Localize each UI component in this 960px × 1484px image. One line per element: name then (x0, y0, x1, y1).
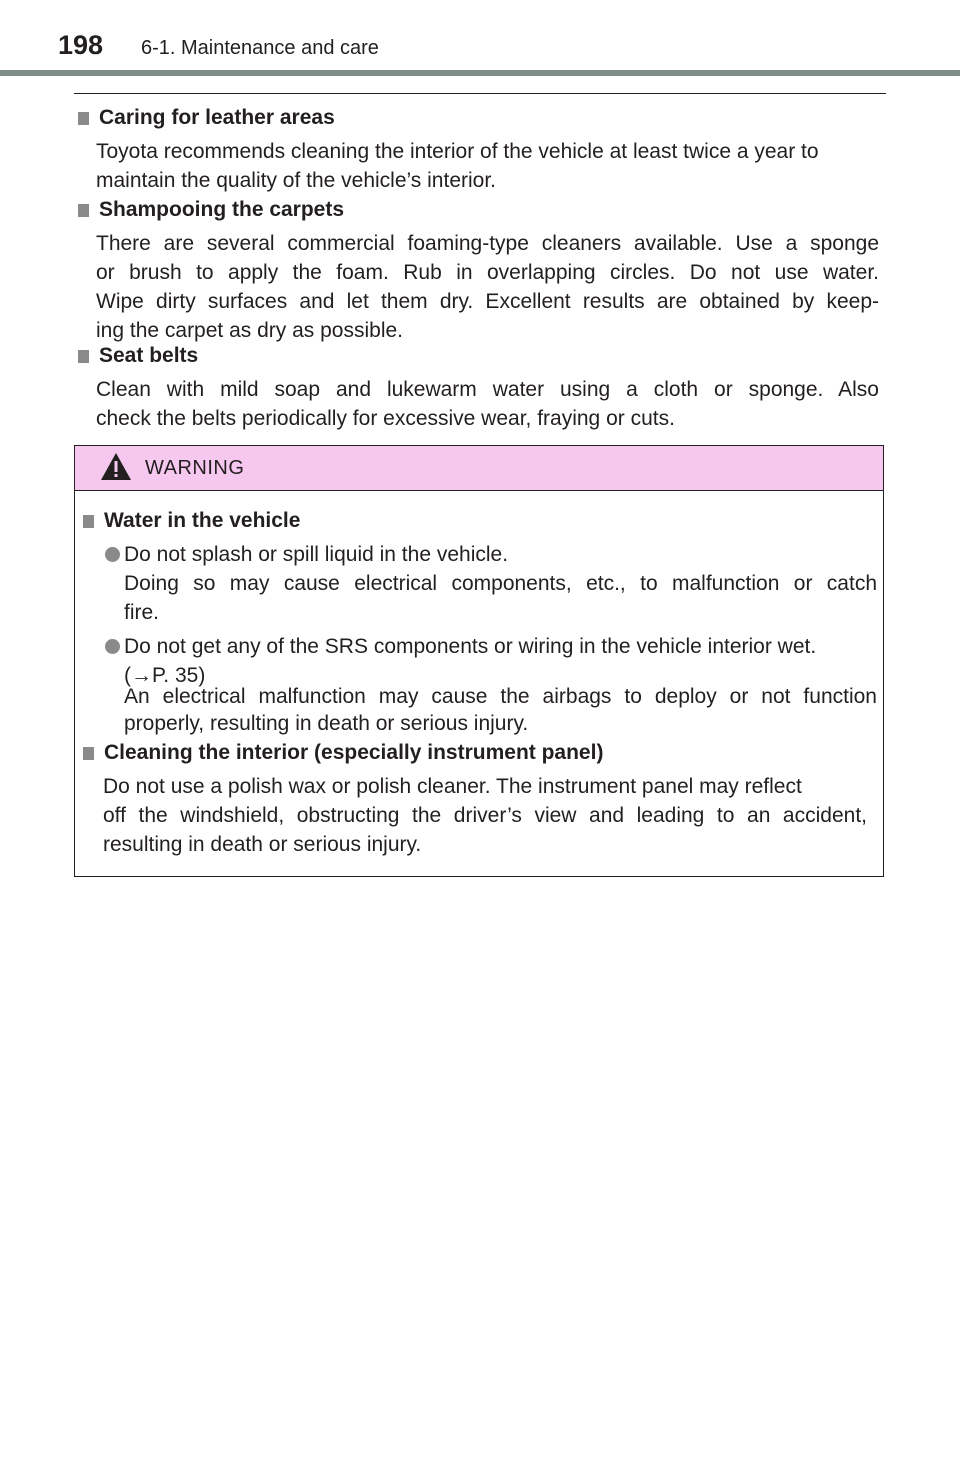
paragraph-line: maintain the quality of the vehicle’s interior. (96, 169, 497, 192)
square-bullet-icon (78, 112, 89, 125)
bullet-icon (105, 639, 120, 654)
page-header (0, 0, 960, 80)
section-divider (74, 93, 886, 94)
bullet-line: Do not splash or spill liquid in the vehicle. (124, 543, 509, 566)
warning-label: WARNING (145, 457, 245, 479)
warning-triangle-icon (100, 452, 132, 481)
bullet-line: Do not get any of the SRS components or wiring in the vehicle interior wet. (124, 635, 817, 658)
bullet-line: fire. (124, 601, 160, 624)
paragraph-line: Do not use a polish wax or polish cleaner. The instrument panel may reflect (103, 775, 802, 798)
paragraph-line: There are several commercial foaming-type cleaners available. Use a sponge (96, 232, 879, 255)
paragraph-line: ing the carpet as dry as possible. (96, 319, 404, 342)
subheading-text: Water in the vehicle (104, 509, 301, 532)
paragraph-line: or brush to apply the foam. Rub in overlapping circles. Do not use water. (96, 261, 879, 284)
warning-box (74, 445, 884, 877)
header-rule (0, 70, 960, 76)
paragraph-line: check the belts periodically for excessive wear, fraying or cuts. (96, 407, 675, 430)
page-number: 198 (58, 30, 104, 60)
section-heading-leather (76, 106, 335, 130)
square-bullet-icon (78, 204, 89, 217)
paragraph-line: resulting in death or serious injury. (103, 833, 422, 856)
chapter-title: 6-1. Maintenance and care (141, 37, 379, 59)
paragraph-line: Toyota recommends cleaning the interior of the vehicle at least twice a year to (96, 140, 819, 163)
page-reference: (→P. 35) (124, 664, 206, 687)
section-heading-text: Seat belts (99, 344, 199, 367)
warning-header (75, 446, 883, 491)
bullet-line: Doing so may cause electrical components, etc., to malfunction or catch (124, 572, 877, 595)
bullet-line: properly, resulting in death or serious injury. (124, 712, 529, 735)
section-heading-text: Caring for leather areas (99, 106, 335, 129)
bullet-icon (105, 547, 120, 562)
bullet-line: An electrical malfunction may cause the airbags to deploy or not function (124, 685, 877, 708)
paragraph-line: Clean with mild soap and lukewarm water using a cloth or sponge. Also (96, 378, 879, 401)
paragraph-line: Wipe dirty surfaces and let them dry. Excellent results are obtained by keep- (96, 290, 879, 313)
section-heading-seat-belts (76, 344, 198, 368)
section-heading-carpets (76, 198, 344, 222)
square-bullet-icon (83, 747, 94, 760)
warning-subheading-cleaning (81, 741, 603, 765)
subheading-text: Cleaning the interior (especially instrument panel) (104, 741, 604, 764)
paragraph-line: off the windshield, obstructing the driver’s view and leading to an accident, (103, 804, 867, 827)
square-bullet-icon (78, 350, 89, 363)
warning-subheading-water (81, 509, 300, 533)
section-heading-text: Shampooing the carpets (99, 198, 345, 221)
square-bullet-icon (83, 515, 94, 528)
